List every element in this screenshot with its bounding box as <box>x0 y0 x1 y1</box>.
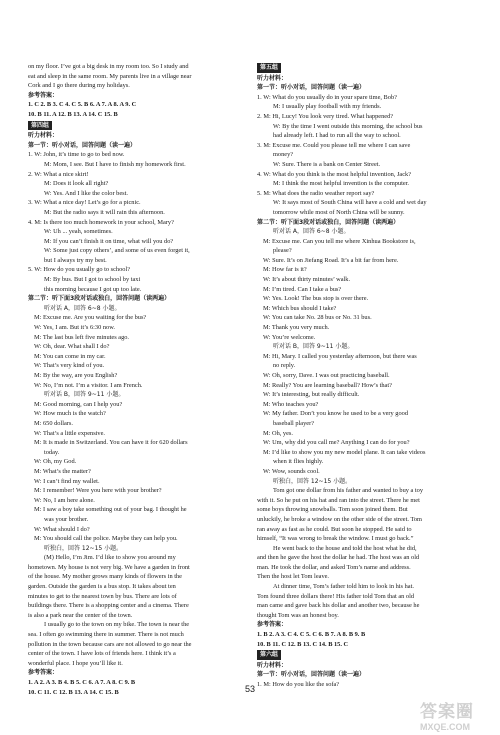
text-line: M: The last bus left five minutes ago. <box>34 333 130 341</box>
text-line: man came and gave back his dollar and another two, because he <box>257 602 420 610</box>
text-line: 1. A 2. A 3. B 4. B 5. C 6. A 7. A 8. C 9. B <box>28 679 136 686</box>
text-line: garden. Outside the garden is a bus stop. It takes about ten <box>28 583 176 591</box>
text-line: is also a park near the center of the town. <box>28 611 133 619</box>
text-line: on my floor. I’ve got a big desk in my room too. So I study and <box>28 63 189 70</box>
text-line: W: How much is the watch? <box>34 410 106 418</box>
text-line: 听力材料： <box>257 661 288 669</box>
text-line: W: Wow, sounds cool. <box>263 467 320 475</box>
text-line: M: How far is it? <box>263 266 307 274</box>
text-line: W: Oh, sorry, Dave. I was out practicing baseball. <box>263 372 390 379</box>
text-line: money? <box>273 151 294 159</box>
text-line: ran away as fast as he could. But soon he stopped. He said to <box>257 525 412 533</box>
section-heading-row <box>257 62 481 74</box>
text-line: M: If you can’t finish it on time, what will you do? <box>44 237 174 245</box>
text-line: M: I usually play football with my friends. <box>273 103 382 111</box>
watermark-site: MXQE.COM <box>420 722 471 732</box>
text-line: W: You can take No. 28 bus or No. 31 bus. <box>263 314 372 322</box>
text-line: 听对话 B，回答 9~11 小题。 <box>273 343 354 351</box>
text-line: M: It is made in Switzerland. You can have it for 620 dollars <box>34 439 188 447</box>
text-line: M: Oh, yes. <box>263 429 293 437</box>
text-line: sea. I often go swimming there in summer. There is not much <box>28 631 184 639</box>
text-line: 2. W: What a nice skirt! <box>28 170 89 178</box>
text-line: baseball player? <box>273 419 315 427</box>
text-line: 10. C 11. C 12. B 13. A 14. C 15. B <box>28 688 119 696</box>
text-line: 1. B 2. A 3. C 4. C 5. C 6. B 7. A 8. B 9. B <box>257 631 366 639</box>
text-line: (M) Hello, I’m Jim. I’d like to show you around my <box>44 554 176 562</box>
text-line: I usually go to the town on my bike. The town is near the <box>44 621 190 629</box>
text-line: 1. W: John, it’s time to go to bed now. <box>28 151 125 159</box>
text-line: M: Which bus should I take? <box>263 304 337 312</box>
text-line: 参考答案： <box>28 91 59 99</box>
text-line: Then the host let Tom leave. <box>257 573 330 581</box>
text-line: W: Yes, I am. But it’s 6:30 now. <box>34 324 115 332</box>
text-line: M: Excuse me. Can you tell me where Xinhua Bookstore is, <box>263 237 416 245</box>
text-line: W: No, I am here alone. <box>34 496 95 504</box>
text-line: 听力材料： <box>28 132 59 140</box>
text-line: 3. M: Excuse me. Could you please tell me where I can save <box>257 141 411 149</box>
text-line: some boys throwing snowballs. Tom soon joined them. But <box>257 506 408 514</box>
text-line: W: My father. Don’t you know he used to be a very good <box>263 410 408 418</box>
text-line: 3. W: What a nice day! Let’s go for a picnic. <box>28 199 141 207</box>
text-line: no reply. <box>273 362 296 370</box>
text-line: W: Yes. And I like the color best. <box>44 189 128 197</box>
text-line: M: Mom, I see. But I have to finish my homework first. <box>44 160 186 168</box>
text-line: 1. C 2. B 3. C 4. C 5. B 6. A 7. A 8. A 9. C <box>28 101 137 109</box>
left-column <box>28 62 252 697</box>
text-line: W: Oh, dear. What shall I do? <box>34 343 110 351</box>
text-line: thought Tom was an honest boy. <box>257 611 339 619</box>
text-line: center of the town. I have lots of friends here. I think it’s a <box>28 650 176 658</box>
text-line: M: I’d like to show you my new model plane. It can take videos <box>263 448 426 456</box>
section-heading: 第五组 <box>257 63 281 73</box>
text-line: with it. So he put on his hat and ran into the street. There he met <box>257 496 420 504</box>
text-line: W: Um, why did you call me? Anything I can do for you? <box>263 439 410 447</box>
text-line: had already left. I had to run all the way to school. <box>273 132 401 140</box>
section-heading: 第四组 <box>28 121 52 131</box>
text-line: was your brother. <box>44 515 89 523</box>
text-line: 第一节：听小对话，回答问题（读一遍） <box>257 671 366 679</box>
text-line: M: 650 dollars. <box>34 419 73 427</box>
text-line: 听对话 A，回答 6~8 小题。 <box>44 304 121 312</box>
text-line: of the house. My mother grows many kinds of flowers in the <box>28 573 182 581</box>
text-line: Tom found three dollars there! His father told Tom that an old <box>257 592 415 600</box>
text-line: himself, “It was wrong to break the window. I must go back.” <box>257 535 414 543</box>
text-line: 10. B 11. C 12. B 13. C 14. B 15. C <box>257 640 349 648</box>
section-heading-row <box>28 120 252 132</box>
text-line: M: I’m tired. Can I take a bus? <box>263 285 342 293</box>
text-line: W: Yes. Look! The bus stop is over there. <box>263 295 369 303</box>
text-line: 第一节：听小对话，回答问题（读一遍） <box>257 84 366 92</box>
text-line: W: What should I do? <box>34 525 90 533</box>
text-line: Cork and I go there during my holidays. <box>28 82 130 90</box>
text-line: M: Really? You are learning baseball? How’s that? <box>263 381 392 389</box>
text-line: 4. W: What do you think is the most helpful invention, Jack? <box>257 170 412 178</box>
text-line: 5. W: How do you usually go to school? <box>28 266 131 274</box>
text-line: buildings there. There is a shopping center and a cinema. There <box>28 602 189 610</box>
text-line: 第二节：听下面3段对话或独白，回答问题（读两遍） <box>257 218 400 226</box>
text-line: W: You’re welcome. <box>263 333 316 341</box>
text-line: M: You should call the police. Maybe they can help you. <box>34 535 178 543</box>
text-line: M: You can come in my car. <box>34 352 106 360</box>
text-line: minutes to get to the nearest town by bus. There are lots of <box>28 592 177 600</box>
text-line: At dinner time, Tom’s father told him to look in his hat. <box>273 583 414 591</box>
text-line: hometown. My house is not very big. We have a garden in front <box>28 563 190 571</box>
text-line: but I always try my best. <box>44 256 107 264</box>
text-line: W: It’s interesting, but really difficult. <box>263 391 360 399</box>
text-line: 第二节：听下面3段对话或独白，回答问题（读两遍） <box>28 295 171 303</box>
text-line: W: That’s a little expensive. <box>34 429 105 437</box>
text-line: 2. M: Hi, Lucy! You look very tired. What happened? <box>257 112 394 120</box>
text-line: 5. M: What does the radio weather report say? <box>257 189 375 197</box>
text-line: Tom got one dollar from his father and wanted to buy a toy <box>273 487 424 495</box>
text-line: please? <box>273 247 292 255</box>
text-line: M: I think the most helpful invention is the computer. <box>273 180 410 188</box>
text-line: when it flies highly. <box>273 458 324 466</box>
text-line: 听独白，回答 12~15 小题。 <box>273 477 352 485</box>
text-line: M: Good morning, can I help you? <box>34 400 123 408</box>
text-line: M: But the radio says it will rain this afternoon. <box>44 208 165 216</box>
text-line: M: Excuse me. Are you waiting for the bus? <box>34 314 147 322</box>
text-line: 听力材料： <box>257 74 288 82</box>
text-line: M: What’s the matter? <box>34 467 91 475</box>
text-line: W: That’s very kind of you. <box>34 362 105 370</box>
page-number: 53 <box>244 684 255 694</box>
text-line: M: Thank you very much. <box>263 324 330 332</box>
text-line: W: I can’t find my wallet. <box>34 477 100 485</box>
text-line: He went back to the house and told the host what he did, <box>273 544 417 552</box>
text-line: wonderful place. I hope you’ll like it. <box>28 659 123 667</box>
text-line: today. <box>44 448 60 456</box>
text-line: 听独白，回答 12~15 小题。 <box>44 544 123 552</box>
watermark-mark: 答案圈 <box>420 702 474 722</box>
text-line: W: Uh ... yeah, sometimes. <box>44 228 113 236</box>
text-line: eat and sleep in the same room. My parents live in a village near <box>28 72 192 80</box>
text-line: W: Sure. It’s on Jiefang Road. It’s a bit far from here. <box>263 256 399 264</box>
text-line: W: Some just copy others’, and some of us even forget it, <box>44 247 190 255</box>
text-line: 听对话 A，回答 6~8 小题。 <box>273 228 350 236</box>
text-line: and then he gave the host the dollar he had. The host was an old <box>257 554 420 562</box>
text-line: W: Sure. There is a bank on Center Street. <box>273 160 381 168</box>
text-line: pollution in the town because cars are not allowed to go near the <box>28 640 192 648</box>
text-line: man. He took the dollar, and asked Tom’s name and address. <box>257 563 411 571</box>
text-line: 参考答案： <box>257 621 288 629</box>
text-line: M: Does it look all right? <box>44 180 109 188</box>
section-heading: 第六组 <box>257 650 281 660</box>
text-line: M: By the way, are you English? <box>34 372 118 379</box>
text-line: M: I remember! Were you here with your brother? <box>34 487 162 495</box>
text-line: unluckily, he broke a window on the other side of the street. Tom <box>257 515 422 523</box>
text-line: 1. W: What do you usually do in your spare time, Bob? <box>257 93 397 101</box>
text-line: this morning because I got up too late. <box>44 285 142 293</box>
text-line: W: By the time I went outside this morning, the school bus <box>273 122 423 130</box>
right-column <box>257 62 481 690</box>
section-heading-row <box>257 649 481 661</box>
text-line: tomorrow while most of North China will be sunny. <box>273 208 405 216</box>
text-line: W: It says most of South China will have a cold and wet day <box>273 199 427 207</box>
text-line: W: Oh, my God. <box>34 458 77 466</box>
text-line: M: Who teaches you? <box>263 400 319 408</box>
text-line: 1. M: How do you like the sofa? <box>257 681 340 688</box>
text-line: M: Hi, Mary. I called you yesterday afternoon, but there was <box>263 352 417 360</box>
text-line: W: It’s about thirty minutes’ walk. <box>263 276 351 284</box>
text-line: 听对话 B，回答 9~11 小题。 <box>44 391 125 399</box>
text-line: 参考答案： <box>28 669 59 677</box>
text-line: 第一节：听小对话，回答问题（读一遍） <box>28 141 137 149</box>
text-line: M: I saw a boy take something out of your bag. I thought he <box>34 506 187 514</box>
text-line: W: No, I’m not. I’m a visitor. I am French. <box>34 381 143 389</box>
text-line: 10. B 11. A 12. B 13. A 14. C 15. B <box>28 110 118 118</box>
text-line: 4. M: Is there too much homework in your school, Mary? <box>28 218 174 226</box>
text-line: M: By bus. But I got to school by taxi <box>44 276 141 284</box>
watermark-logo <box>420 697 494 731</box>
